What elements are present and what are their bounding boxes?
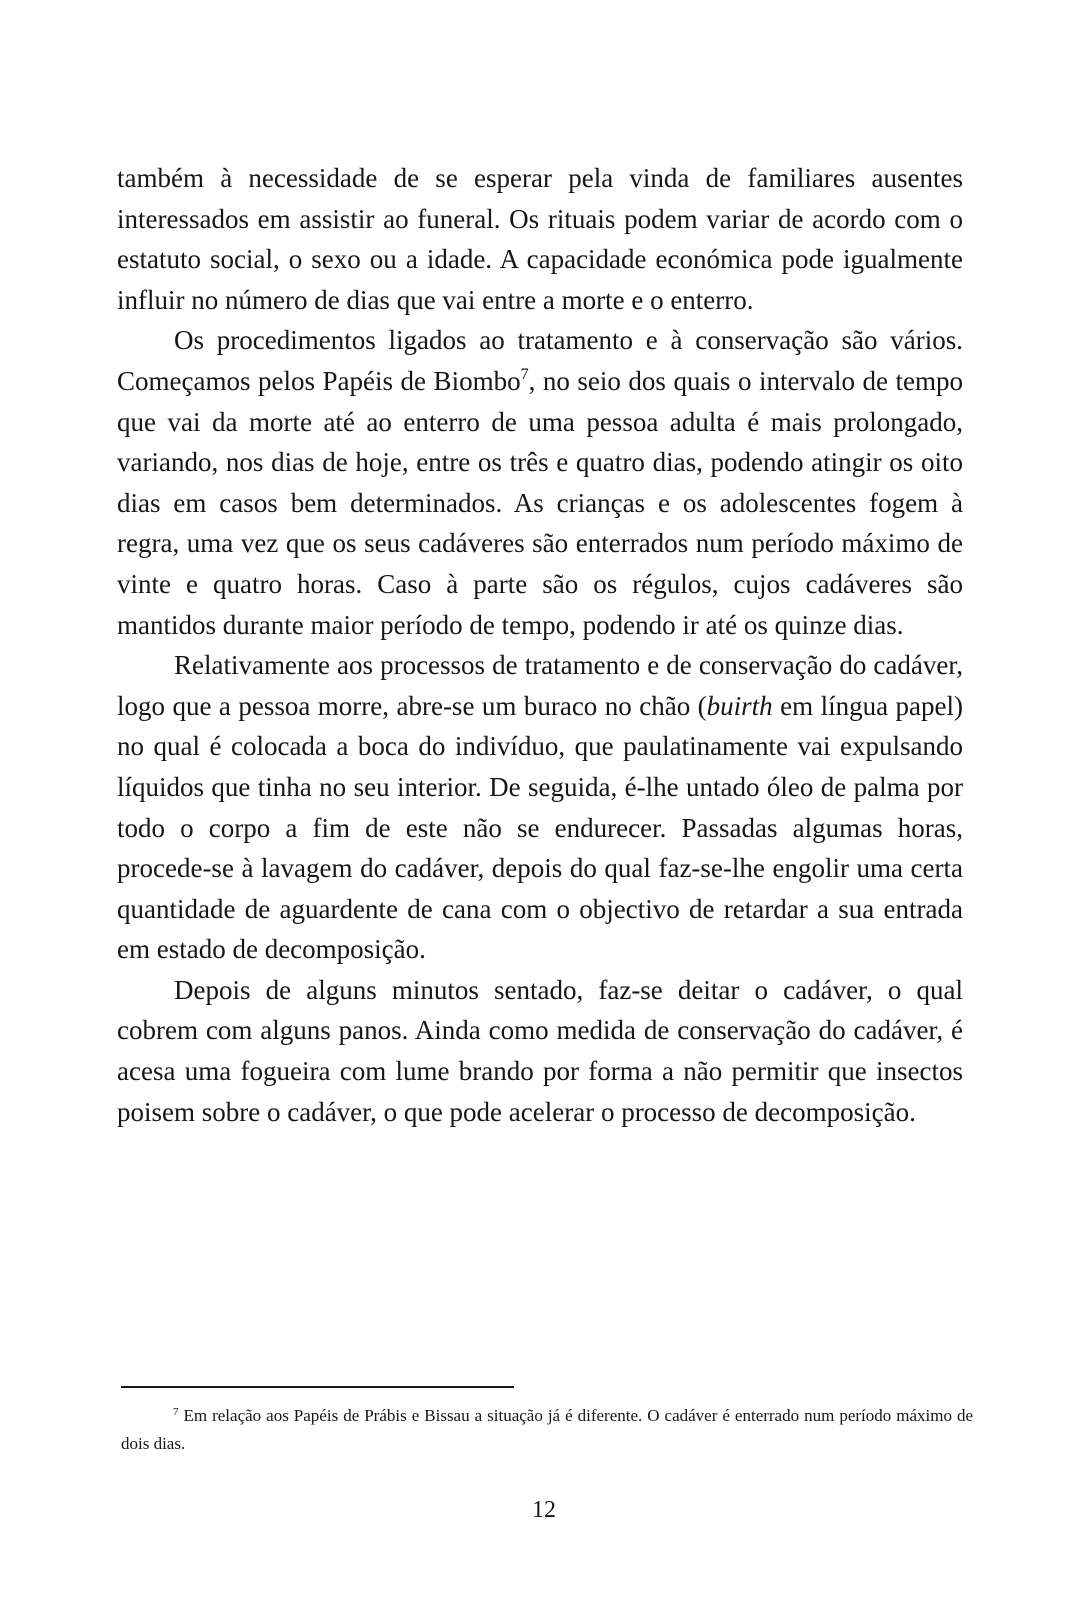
paragraph-4-text: Depois de alguns minutos sentado, faz-se deitar o cadáver, o qual cobrem com alguns panos. Ainda como medida de conservação do cadáver, é acesa uma fogueira com lume brando por forma a não permitir que insectos poisem sobre o cadáver, o que pode acelerar o processo de decomposição. [117, 974, 963, 1127]
paragraph-2 [117, 320, 963, 645]
footnote-divider [121, 1386, 514, 1388]
footnote-marker: 7 [173, 1406, 179, 1418]
footnote [121, 1402, 973, 1458]
paragraph-3-text-end: em língua papel) no qual é colocada a boca do indivíduo, que paulatinamente vai expulsando líquidos que tinha no seu interior. De seguida, é-lhe untado óleo de palma por todo o corpo a fim de este não se endurecer. Passadas algumas horas, procede-se à lavagem do cadáver, depois do qual faz-se-lhe engolir uma certa quantidade de aguardente de cana com o objectivo de retardar a sua entrada em estado de decomposição. [117, 690, 964, 965]
paragraph-1-text: também à necessidade de se esperar pela vinda de familiares ausentes interessados em assistir ao funeral. Os rituais podem variar de acordo com o estatuto social, o sexo ou a idade. A capacidade económica pode igualmente influir no número de dias que vai entre a morte e o enterro. [117, 163, 963, 315]
paragraph-2-text-start: Os procedimentos ligados ao tratamento e à conservação são vários. Começamos pelos Papéis de Biombo [117, 325, 963, 396]
paragraph-3-text-start: Relativamente aos processos de tratamento e de conservação do cadáver, logo que a pessoa morre, abre-se um buraco no chão ( [117, 650, 963, 721]
paragraph-4 [117, 970, 963, 1132]
paragraph-2-text-end: , no seio dos quais o intervalo de tempo que vai da morte até ao enterro de uma pessoa adulta é mais prolongado, variando, nos dias de hoje, entre os três e quatro dias, podendo atingir os oito dias em casos bem determinados. As crianças e os adolescentes fogem à regra, uma vez que os seus cadáveres são enterrados num período máximo de vinte e quatro horas. Caso à parte são os régulos, cujos cadáveres são mantidos durante maior período de tempo, podendo ir até os quinze dias. [117, 365, 963, 640]
paragraph-3 [117, 645, 963, 970]
body-text [117, 158, 963, 1132]
footnote-reference: 7 [520, 365, 529, 383]
italic-term: buirth [706, 690, 773, 721]
page-number: 12 [532, 1497, 556, 1523]
paragraph-1 [117, 158, 963, 320]
footnote-text: Em relação aos Papéis de Prábis e Bissau a situação já é diferente. O cadáver é enterrado num período máximo de dois dias. [121, 1406, 973, 1453]
